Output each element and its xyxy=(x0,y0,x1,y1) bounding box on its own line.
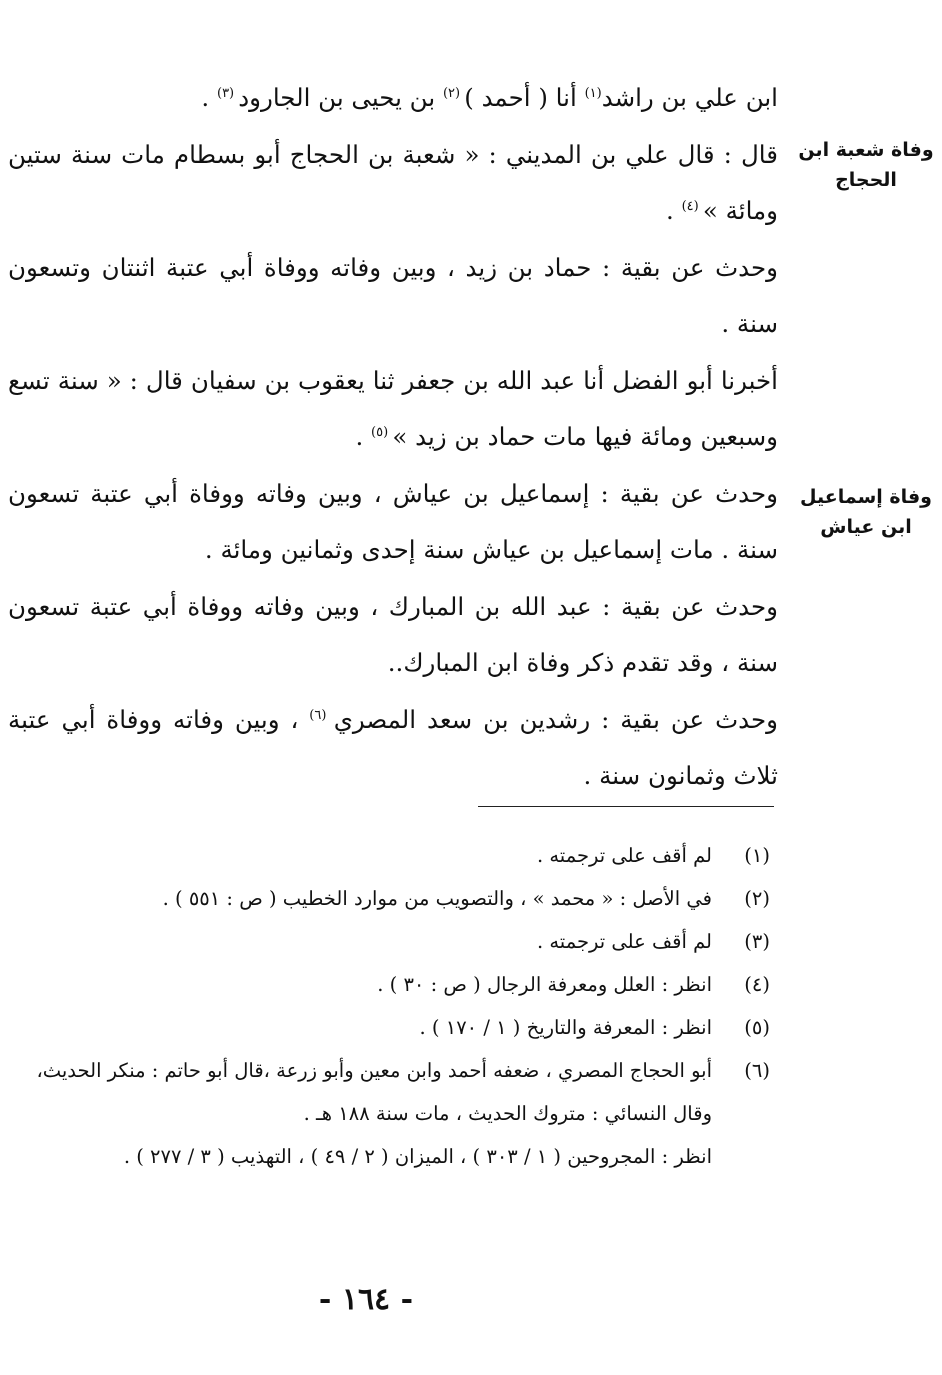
margin-heading-ismail-death: وفاة إسماعيل ابن عياش xyxy=(800,486,932,538)
margin-heading-shuba-death: وفاة شعبة ابن الحجاج xyxy=(798,139,934,191)
footnote-text: لم أقف على ترجمته . xyxy=(536,844,712,867)
footnotes-section xyxy=(8,834,770,1178)
main-body-text xyxy=(8,70,778,805)
footnote-6 xyxy=(8,1049,770,1135)
paragraph-6: وحدث عن بقية : عبد الله بن المبارك ، وبين وفاته ووفاة أبي عتبة تسعون سنة ، وقد تقدم ذكر وفاة ابن المبارك.. xyxy=(8,591,778,677)
footnote-text: انظر : العلل ومعرفة الرجال ( ص : ٣٠ ) . xyxy=(377,973,712,996)
footnote-text: لم أقف على ترجمته . xyxy=(536,930,712,953)
footnote-5 xyxy=(8,1006,770,1049)
footnote-number: (٦) xyxy=(744,1059,770,1082)
paragraph-3: وحدث عن بقية : حماد بن زيد ، وبين وفاته ووفاة أبي عتبة اثنتان وتسعون سنة . xyxy=(8,252,778,338)
footnote-ref-4: (٤) xyxy=(681,198,703,214)
footnote-ref-3: (٣) xyxy=(216,85,239,101)
footnote-separator-rule xyxy=(478,806,774,807)
footnote-3 xyxy=(8,920,770,963)
footnote-1 xyxy=(8,834,770,877)
footnote-4 xyxy=(8,963,770,1006)
footnote-text: انظر : المعرفة والتاريخ ( ١ / ١٧٠ ) . xyxy=(419,1016,712,1039)
footnote-text: أبو الحجاج المصري ، ضعفه أحمد وابن معين وأبو زرعة ،قال أبو حاتم : منكر الحديث، وقال النسائي : متروك الحديث ، مات سنة ١٨٨ هـ . xyxy=(36,1059,712,1125)
footnote-number: (١) xyxy=(744,844,770,867)
footnote-ref-6: (٦) xyxy=(309,707,334,723)
footnote-ref-2: (٢) xyxy=(442,85,465,101)
footnote-text: في الأصل : « محمد » ، والتصويب من موارد الخطيب ( ص : ٥٥١ ) . xyxy=(162,887,712,910)
paragraph-5: وحدث عن بقية : إسماعيل بن عياش ، وبين وفاته ووفاة أبي عتبة تسعون سنة . مات إسماعيل بن عياش سنة إحدى وثمانين ومائة . xyxy=(8,478,778,564)
footnote-ref-5: (٥) xyxy=(371,424,393,440)
paragraph-2: قال : قال علي بن المديني : « شعبة بن الحجاج أبو بسطام مات سنة ستين ومائة » $^{(٤)}$ . xyxy=(8,139,778,225)
paragraph-1: ابن علي بن راشد$^{(١)}$ أنا ( أحمد ) $^{(٢)}$ بن يحيى بن الجارود $^{(٣)}$ . xyxy=(201,83,778,112)
footnote-ref-1: (١) xyxy=(584,85,602,101)
footnote-number: (٥) xyxy=(744,1016,770,1039)
page-number: - ١٦٤ - xyxy=(318,1282,414,1317)
paragraph-4: أخبرنا أبو الفضل أنا عبد الله بن جعفر ثنا يعقوب بن سفيان قال : « سنة تسع وسبعين ومائة فيها مات حماد بن زيد » $^{(٥)}$ . xyxy=(8,365,778,451)
footnote-number: (٤) xyxy=(744,973,770,996)
footnote-number: (٢) xyxy=(744,887,770,910)
footnote-6-references: انظر : المجروحين ( ١ / ٣٠٣ ) ، الميزان ( ٢ / ٤٩ ) ، التهذيب ( ٣ / ٢٧٧ ) . xyxy=(123,1145,712,1168)
footnote-number: (٣) xyxy=(744,930,770,953)
footnote-2 xyxy=(8,877,770,920)
paragraph-7: وحدث عن بقية : رشدين بن سعد المصري $^{(٦)}$ ، وبين وفاته ووفاة أبي عتبة ثلاث وثمانون سنة . xyxy=(8,704,778,790)
